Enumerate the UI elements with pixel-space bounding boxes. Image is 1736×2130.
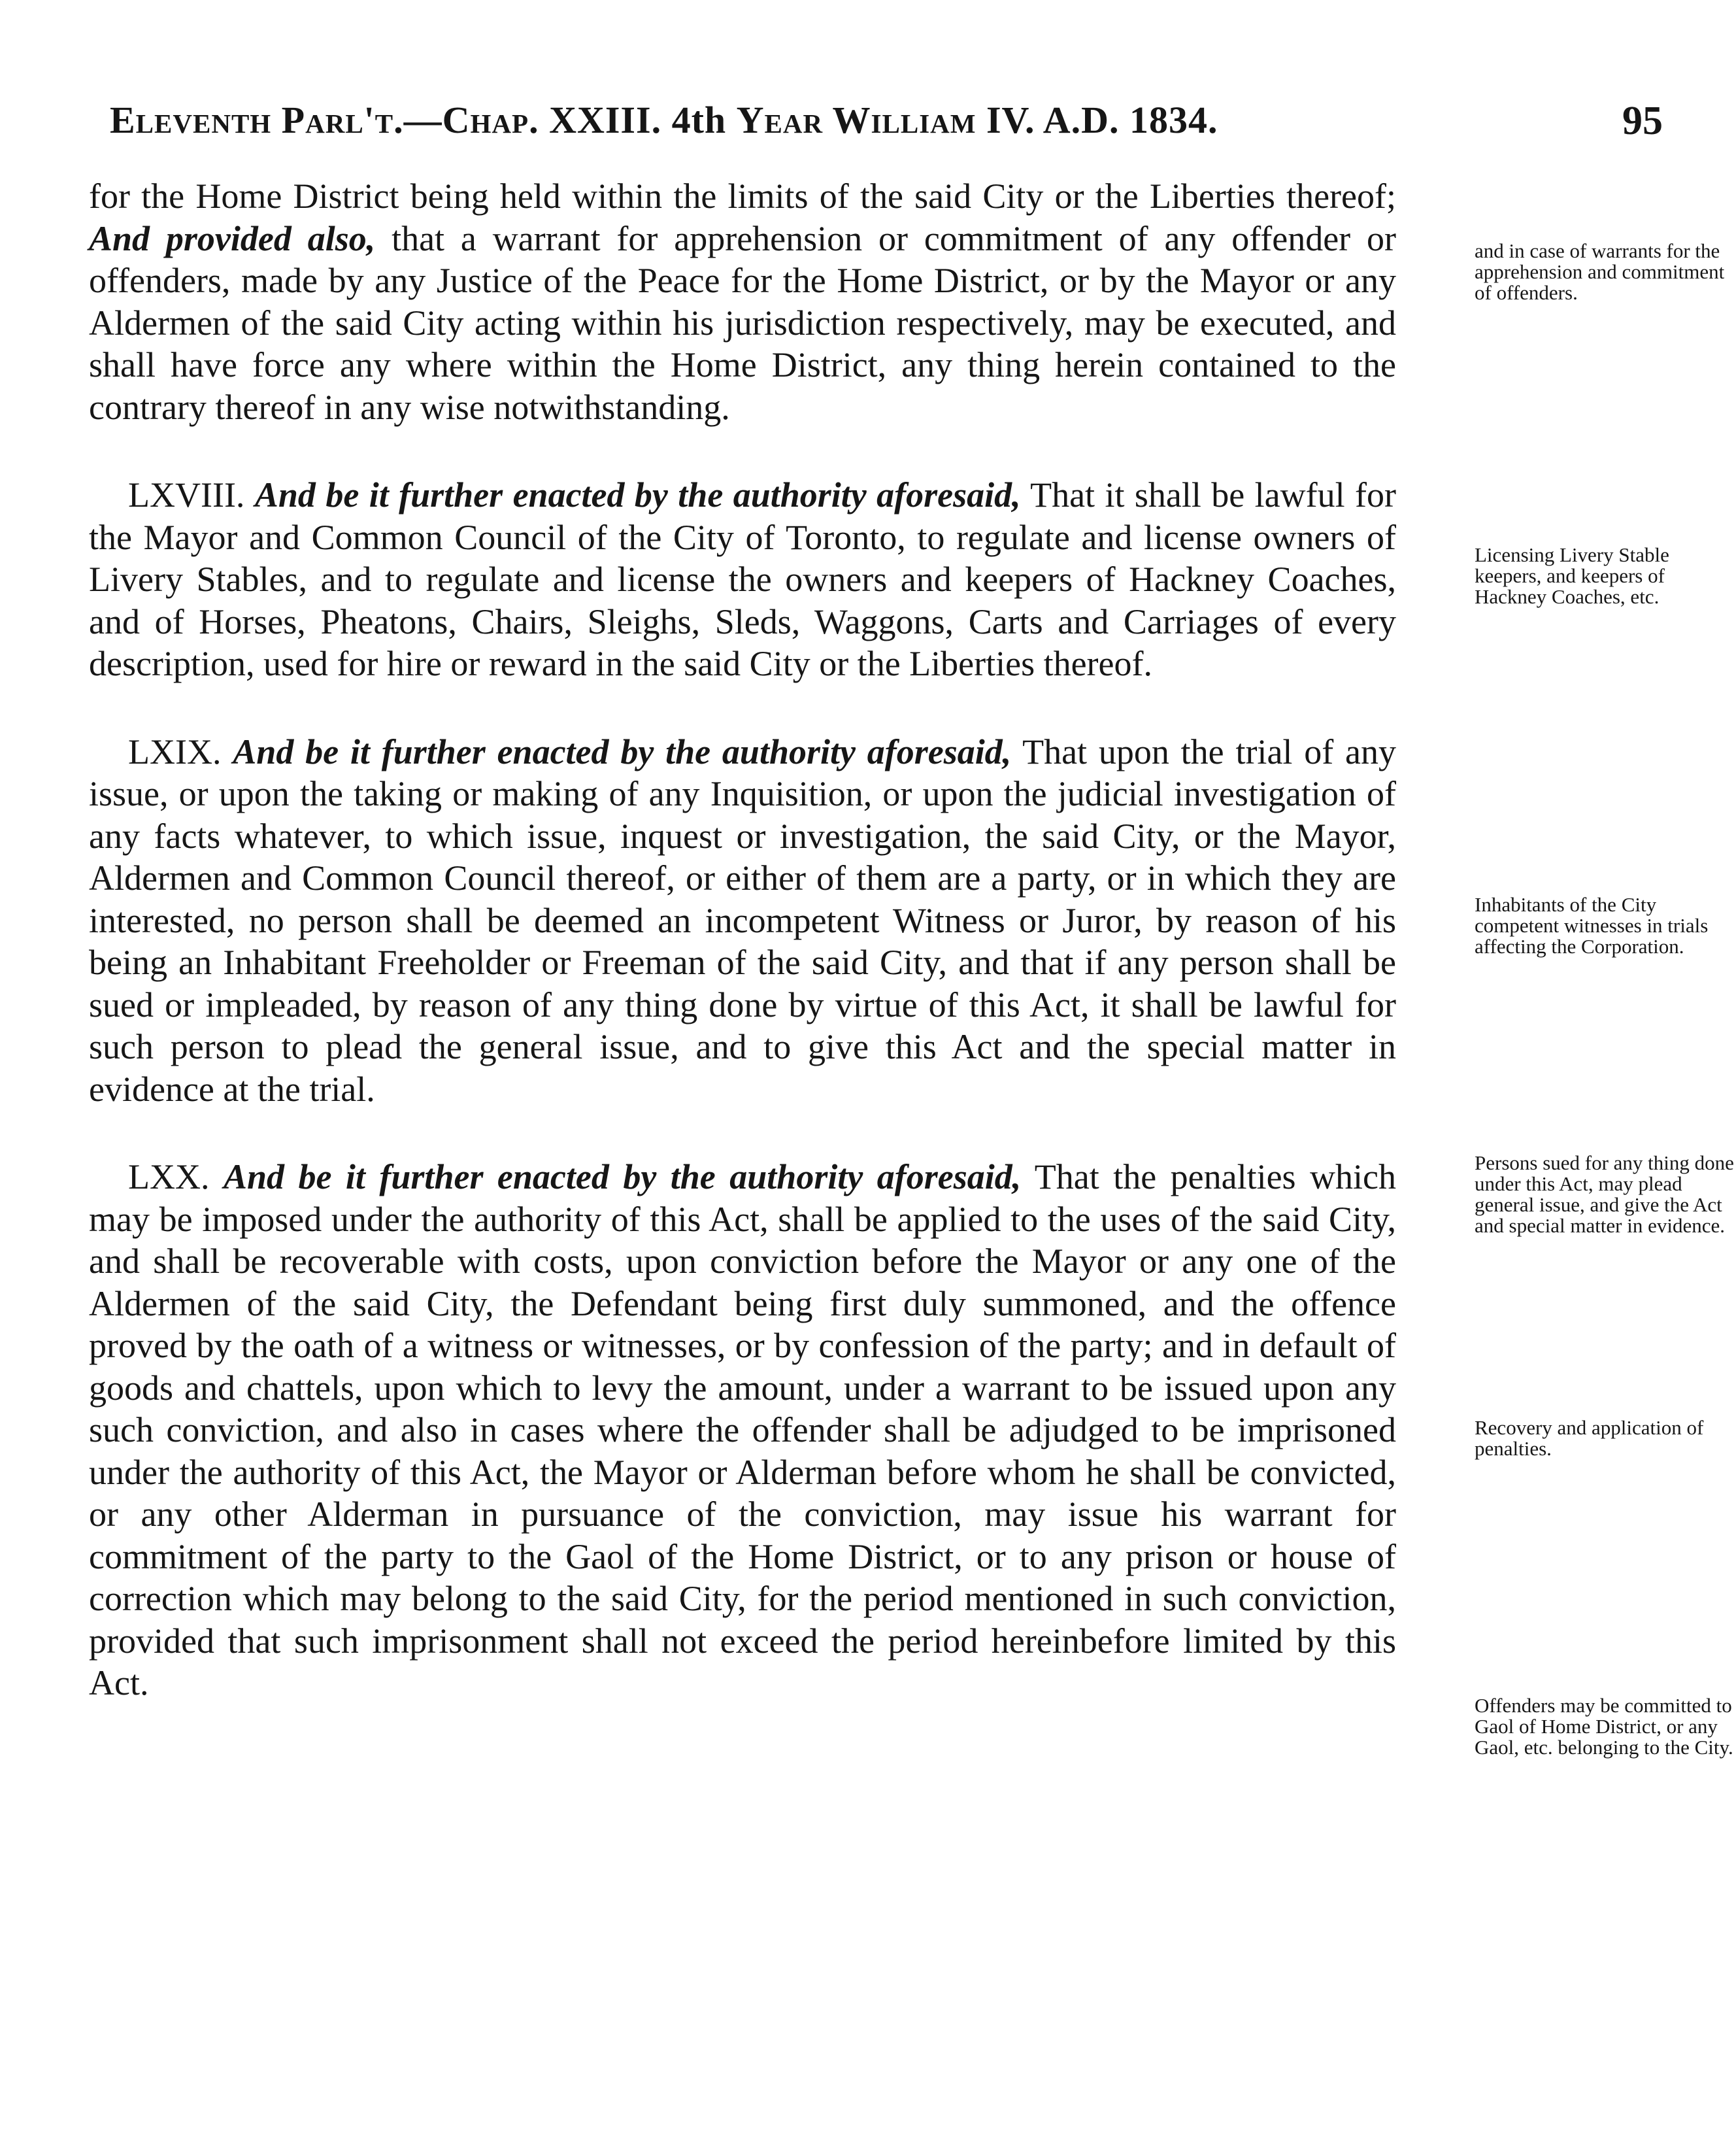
section-lxviii: [89, 474, 1396, 685]
header-parliament: Eleventh Parl't.: [110, 99, 404, 141]
section-gap: [89, 428, 1396, 474]
page-body: [89, 175, 1734, 1759]
margin-note-offenders: Offenders may be committed to Gaol of Home District, or any Gaol, etc. belonging to the City.: [1475, 1694, 1733, 1759]
enacting-clause: And be it further enacted by the authority aforesaid,: [254, 475, 1021, 515]
section-text: That the penalties which may be imposed under the authority of this Act, shall be applied to the uses of the said City, and shall be recoverable with costs, upon conviction before the Mayor or any one of the Aldermen of the said City, the Defendant being first duly summoned, and the offence proved by the oath of a witness or witnesses, or by confession of the party; and in default of goods and chattels, upon which to levy the amount, under a warrant to be issued upon any such conviction, and also in cases where the offender shall be adjudged to be imprisoned under the authority of this Act, the Mayor or Alderman before whom he shall be convicted, or any other Alderman in pursuance of the conviction, may issue his warrant for commitment of the party to the Gaol of the Home District, or to any prison or house of correction which may belong to the said City, for the period mentioned in such conviction, provided that such imprisonment shall not exceed the period hereinbefore limited by this Act.: [89, 1157, 1396, 1702]
header-chapter-label: Chap.: [442, 99, 539, 141]
section-text: That upon the trial of any issue, or upon the taking or making of any Inquisition, or upon the judicial investigation of any facts whatever, to which issue, inquest or investigation, the said City, or the Mayor, Aldermen and Common Council thereof, or either of them are a party, or in which they are interested, no person shall be deemed an incompetent Witness or Juror, by reason of his being an Inhabitant Freeholder or Freeman of the said City, and that if any person shall be sued or impleaded, by reason of any thing done by virtue of this Act, it shall be lawful for such person to plead the general issue, and to give this Act and the special matter in evidence at the trial.: [89, 732, 1396, 1109]
header-year-label: Year William: [736, 99, 976, 141]
section-number: LXVIII.: [128, 475, 245, 515]
enacting-clause: And be it further enacted by the authority aforesaid,: [223, 1157, 1022, 1196]
header-chapter-number: XXIII. 4th: [539, 99, 737, 141]
section-lxix: [89, 731, 1396, 1111]
continuation-paragraph: [89, 175, 1396, 428]
enacting-clause: And be it further enacted by the authority aforesaid,: [233, 732, 1012, 771]
header-dash: —: [403, 99, 442, 141]
section-text: That it shall be lawful for the Mayor and Common Council of the City of Toronto, to regulate and license owners of Livery Stables, and to regulate and license the owners and keepers of Hackney Coaches, and of Horses, Pheatons, Chairs, Sleighs, Sleds, Waggons, Carts and Carriages of every description, used for hire or reward in the said City or the Liberties thereof.: [89, 475, 1396, 683]
proviso-phrase: And provided also,: [89, 218, 376, 258]
page-number: 95: [1622, 99, 1663, 143]
header-date: IV. A.D. 1834.: [976, 99, 1218, 141]
continuation-text-b: that a warrant for apprehension or commitment of any offender or offenders, made by any Justice of the Peace for the Home District, or by the Mayor or any Aldermen of the said City acting within his jurisdiction respectively, may be executed, and shall have force any where within the Home District, any thing herein contained to the contrary thereof in any wise notwithstanding.: [89, 218, 1396, 427]
margin-note-persons-sued: Persons sued for any thing done under this Act, may plead general issue, and give the Act and special matter in evidence.: [1475, 1151, 1734, 1237]
margin-note-livery: Licensing Livery Stable keepers, and keepers of Hackney Coaches, etc.: [1475, 543, 1669, 608]
section-number: LXX.: [128, 1157, 210, 1196]
margin-note-penalties: Recovery and application of penalties.: [1475, 1416, 1704, 1460]
section-gap: [89, 1110, 1396, 1156]
continuation-text-a: for the Home District being held within the limits of the said City or the Liberties thereof;: [89, 177, 1396, 216]
header-title: [110, 98, 1218, 142]
section-lxx: [89, 1156, 1396, 1704]
margin-note-witnesses: Inhabitants of the City competent witnesses in trials affecting the Corporation.: [1475, 893, 1709, 958]
margin-note-warrants: and in case of warrants for the apprehension and commitment of offenders.: [1475, 239, 1725, 304]
running-header: [110, 98, 1663, 150]
section-number: LXIX.: [128, 732, 222, 771]
section-gap: [89, 685, 1396, 731]
